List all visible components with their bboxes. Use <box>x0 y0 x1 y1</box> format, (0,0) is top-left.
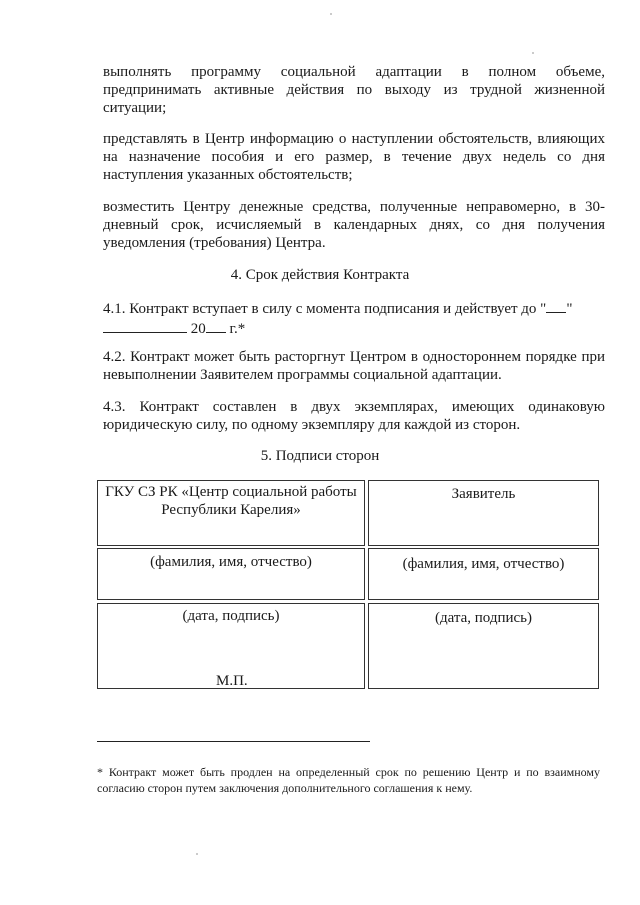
clause-4-1-text: 4.1. Контракт вступает в силу с момента подписания и действует до " <box>103 301 547 317</box>
obligation-2: представлять в Центр информацию о наступлении обстоятельств, влияющих на назначение пособия и его размер, в течение двух недель со дня наступления указанных обстоятельств; <box>103 131 605 183</box>
left-date-sign-label: (дата, подпись) <box>182 608 280 624</box>
right-party-label: Заявитель <box>451 486 516 502</box>
section-4-heading: 4. Срок действия Контракта <box>230 267 410 283</box>
right-date-sign-label: (дата, подпись) <box>434 610 533 626</box>
left-party-cell <box>97 480 365 546</box>
clause-4-1-quote: " <box>566 301 573 317</box>
right-party-cell <box>368 480 599 546</box>
left-party-line-2: Республики Карелия» <box>161 502 301 518</box>
clause-4-2: 4.2. Контракт может быть расторгнут Центром в одностороннем порядке при невыполнении Заявителем программы социальной адаптации. <box>103 349 605 383</box>
section-5-heading: 5. Подписи сторон <box>260 448 380 464</box>
left-fio-label: (фамилия, имя, отчество) <box>150 554 312 570</box>
clause-4-1-year: 20 <box>190 321 206 337</box>
left-party-line-1: ГКУ СЗ РК «Центр социальной работы <box>105 484 357 500</box>
month-blank <box>103 318 187 333</box>
footnote-rule <box>97 741 370 742</box>
scan-speck <box>532 52 534 54</box>
clause-4-3: 4.3. Контракт составлен в двух экземплярах, имеющих одинаковую юридическую силу, по одному экземпляру для каждой из сторон. <box>103 399 605 433</box>
right-fio-cell <box>368 548 599 600</box>
obligation-3: возместить Центру денежные средства, полученные неправомерно, в 30-дневный срок, исчисляемый в календарных днях, со дня получения уведомления (требования) Центра. <box>103 199 605 251</box>
footnote: * Контракт может быть продлен на определенный срок по решению Центр и по взаимному согласию сторон путем заключения дополнительного соглашения к нему. <box>97 765 600 795</box>
right-fio-label: (фамилия, имя, отчество) <box>402 556 565 572</box>
left-fio-cell <box>97 548 365 600</box>
day-blank <box>546 298 566 313</box>
year-blank <box>206 318 226 333</box>
scan-speck <box>196 853 198 855</box>
clause-4-1 <box>103 298 605 338</box>
obligation-1: выполнять программу социальной адаптации в полном объеме, предпринимать активные действия по выходу из трудной жизненной ситуации; <box>103 64 605 116</box>
scan-speck <box>330 13 332 15</box>
stamp-label: М.П. <box>216 673 248 689</box>
clause-4-1-suffix: г.* <box>225 321 246 337</box>
right-date-sign-cell <box>368 603 599 689</box>
